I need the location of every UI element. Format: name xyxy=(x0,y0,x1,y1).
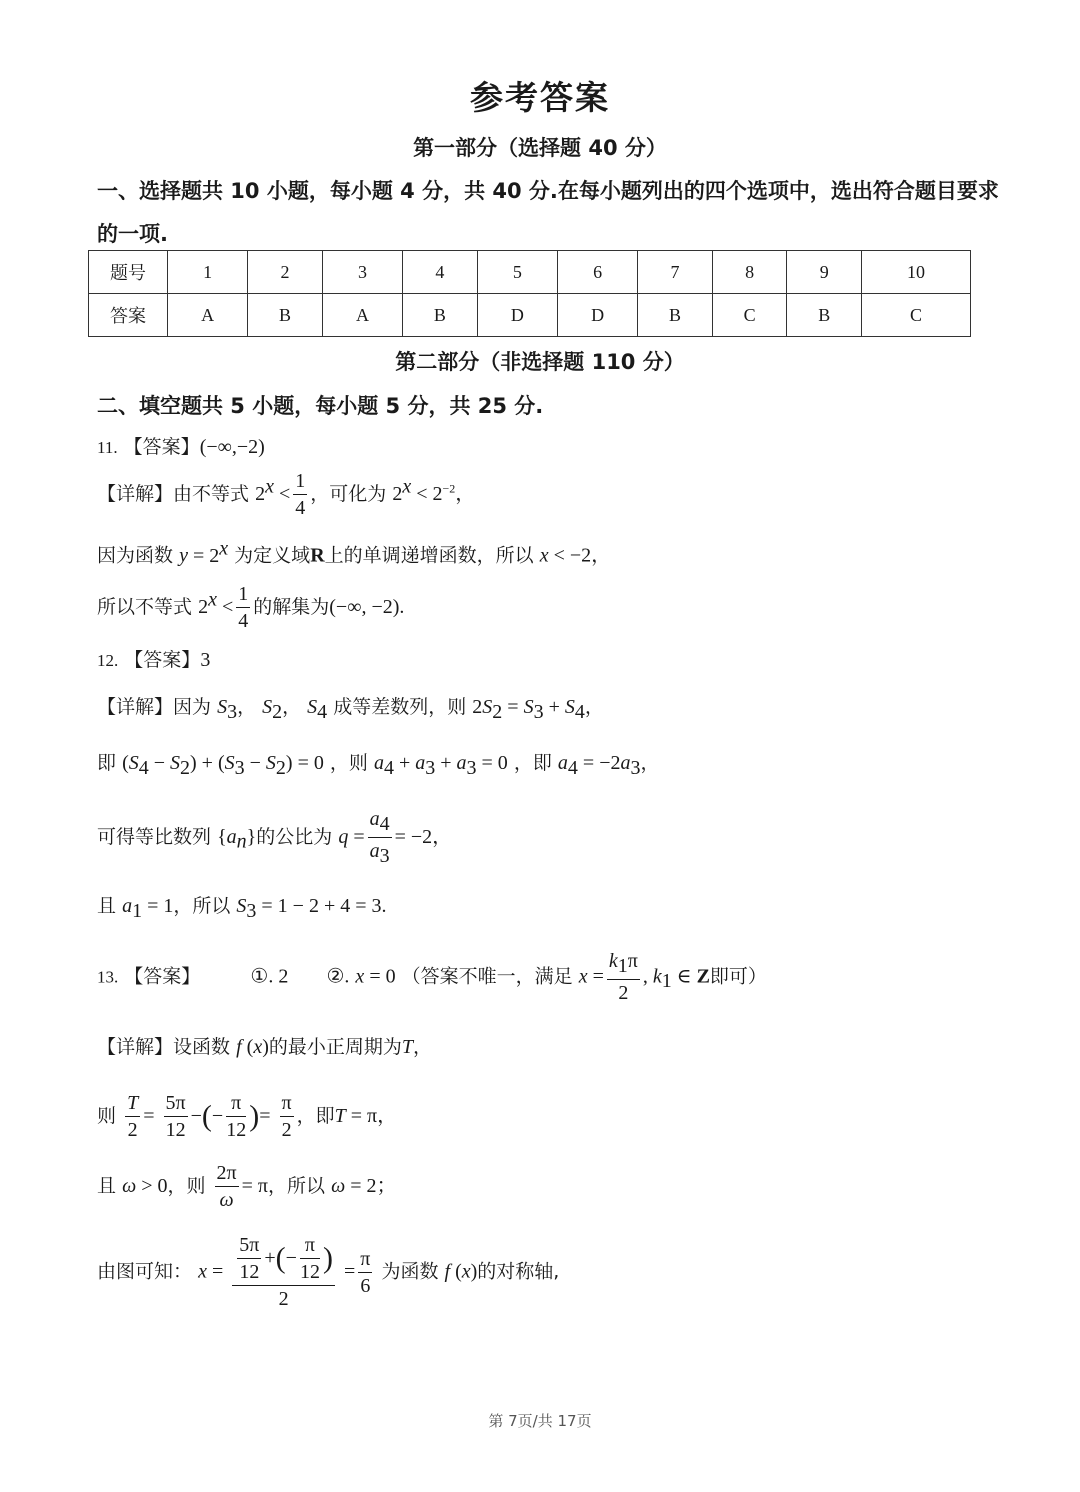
table-header-cell: 答案 xyxy=(89,294,168,337)
table-header-cell: 题号 xyxy=(89,251,168,294)
page-footer: 第 7页/共 17页 xyxy=(488,1412,592,1430)
table-cell: 10 xyxy=(862,251,971,294)
table-cell: B xyxy=(638,294,713,337)
table-cell: B xyxy=(403,294,478,337)
section-one-heading-line1: 一、选择题共 10 小题，每小题 4 分，共 40 分.在每小题列出的四个选项中，选出符合题目要求 xyxy=(97,179,999,203)
q11-detail-line1: 【详解】由不等式 $2^x$ < $\frac{1}{4}$ ，可化为 $2^x < 2^{-2}$， xyxy=(97,470,476,519)
table-cell: 4 xyxy=(403,251,478,294)
q11-detail-line3: 所以不等式 $2^x$ < $\frac{1}{4}$ 的解集为(−∞, −2). xyxy=(97,583,405,632)
table-cell: B xyxy=(248,294,323,337)
answer-table xyxy=(88,250,971,337)
part-two-heading: 第二部分（非选择题 110 分） xyxy=(395,350,685,374)
table-cell: C xyxy=(862,294,971,337)
table-cell: C xyxy=(712,294,787,337)
table-cell: D xyxy=(557,294,637,337)
q12-detail-line3: 可得等比数列 $\{a_n\}$的公比为 q = $\frac{a_4}{a_3}$ = −2， xyxy=(97,808,453,867)
table-cell: 7 xyxy=(638,251,713,294)
section-one-heading-line2: 的一项. xyxy=(97,222,168,246)
q11-detail-line2: 因为函数 $y = 2^x$ 为定义域R上的单调递增函数，所以 x < −2， xyxy=(97,537,612,567)
table-cell: D xyxy=(477,294,557,337)
table-cell: 3 xyxy=(322,251,402,294)
part-one-heading: 第一部分（选择题 40 分） xyxy=(413,136,667,160)
table-cell: B xyxy=(787,294,862,337)
q12-detail-line4: 且 $a_1 = 1$，所以 $S_3 = 1 - 2 + 4 = 3$. xyxy=(97,895,387,922)
q12-answer-line: 12. 【答案】3 xyxy=(97,649,211,671)
q12-detail-line2: 即 $(S_4 - S_2) + (S_3 - S_2) = 0$ ，则 $a_4 + a_3 + a_3 = 0$ ，即 $a_4 = -2a_3$， xyxy=(97,752,660,779)
page-title: 参考答案 xyxy=(470,78,610,117)
table-cell: 1 xyxy=(168,251,248,294)
table-cell: 8 xyxy=(712,251,787,294)
section-two-heading: 二、填空题共 5 小题，每小题 5 分，共 25 分. xyxy=(97,394,544,418)
q12-detail-line1: 【详解】因为 $S_3$， $S_2$， $S_4$ 成等差数列，则 $2S_2 = S_3 + S_4$， xyxy=(97,696,604,723)
table-row-numbers xyxy=(89,251,971,294)
table-cell: 9 xyxy=(787,251,862,294)
q13-answer-line: 13. 【答案】 ①. 2 ②. x = 0 （答案不唯一，满足 x = $\frac{k_1\pi}{2}$ , $k_1$ ∈ Z即可） xyxy=(97,950,767,1004)
table-cell: 5 xyxy=(477,251,557,294)
q13-detail-line3: 且 ω > 0，则 $\frac{2\pi}{\omega}$ = π，所以 ω = 2； xyxy=(97,1162,397,1211)
q13-detail-line2: 则 $\frac{T}{2}$ = $\frac{5\pi}{12}$ −(− $\frac{\pi}{12}$ )= $\frac{\pi}{2}$ ，即T = π， xyxy=(97,1092,398,1141)
table-cell: 6 xyxy=(557,251,637,294)
q11-answer-line: 11. 【答案】(−∞,−2) xyxy=(97,436,265,458)
table-row-answers xyxy=(89,294,971,337)
q13-detail-line1: 【详解】设函数 f (x)的最小正周期为T， xyxy=(97,1036,433,1058)
table-cell: 2 xyxy=(248,251,323,294)
table-cell: A xyxy=(168,294,248,337)
table-cell: A xyxy=(322,294,402,337)
q13-detail-line4: 由图可知： x = $\frac{5\pi}{12}$ +(− $\frac{\pi}{12}$ ) 2 = $\frac{\pi}{6}$ 为函数 f (x)的对称轴, xyxy=(97,1234,560,1310)
